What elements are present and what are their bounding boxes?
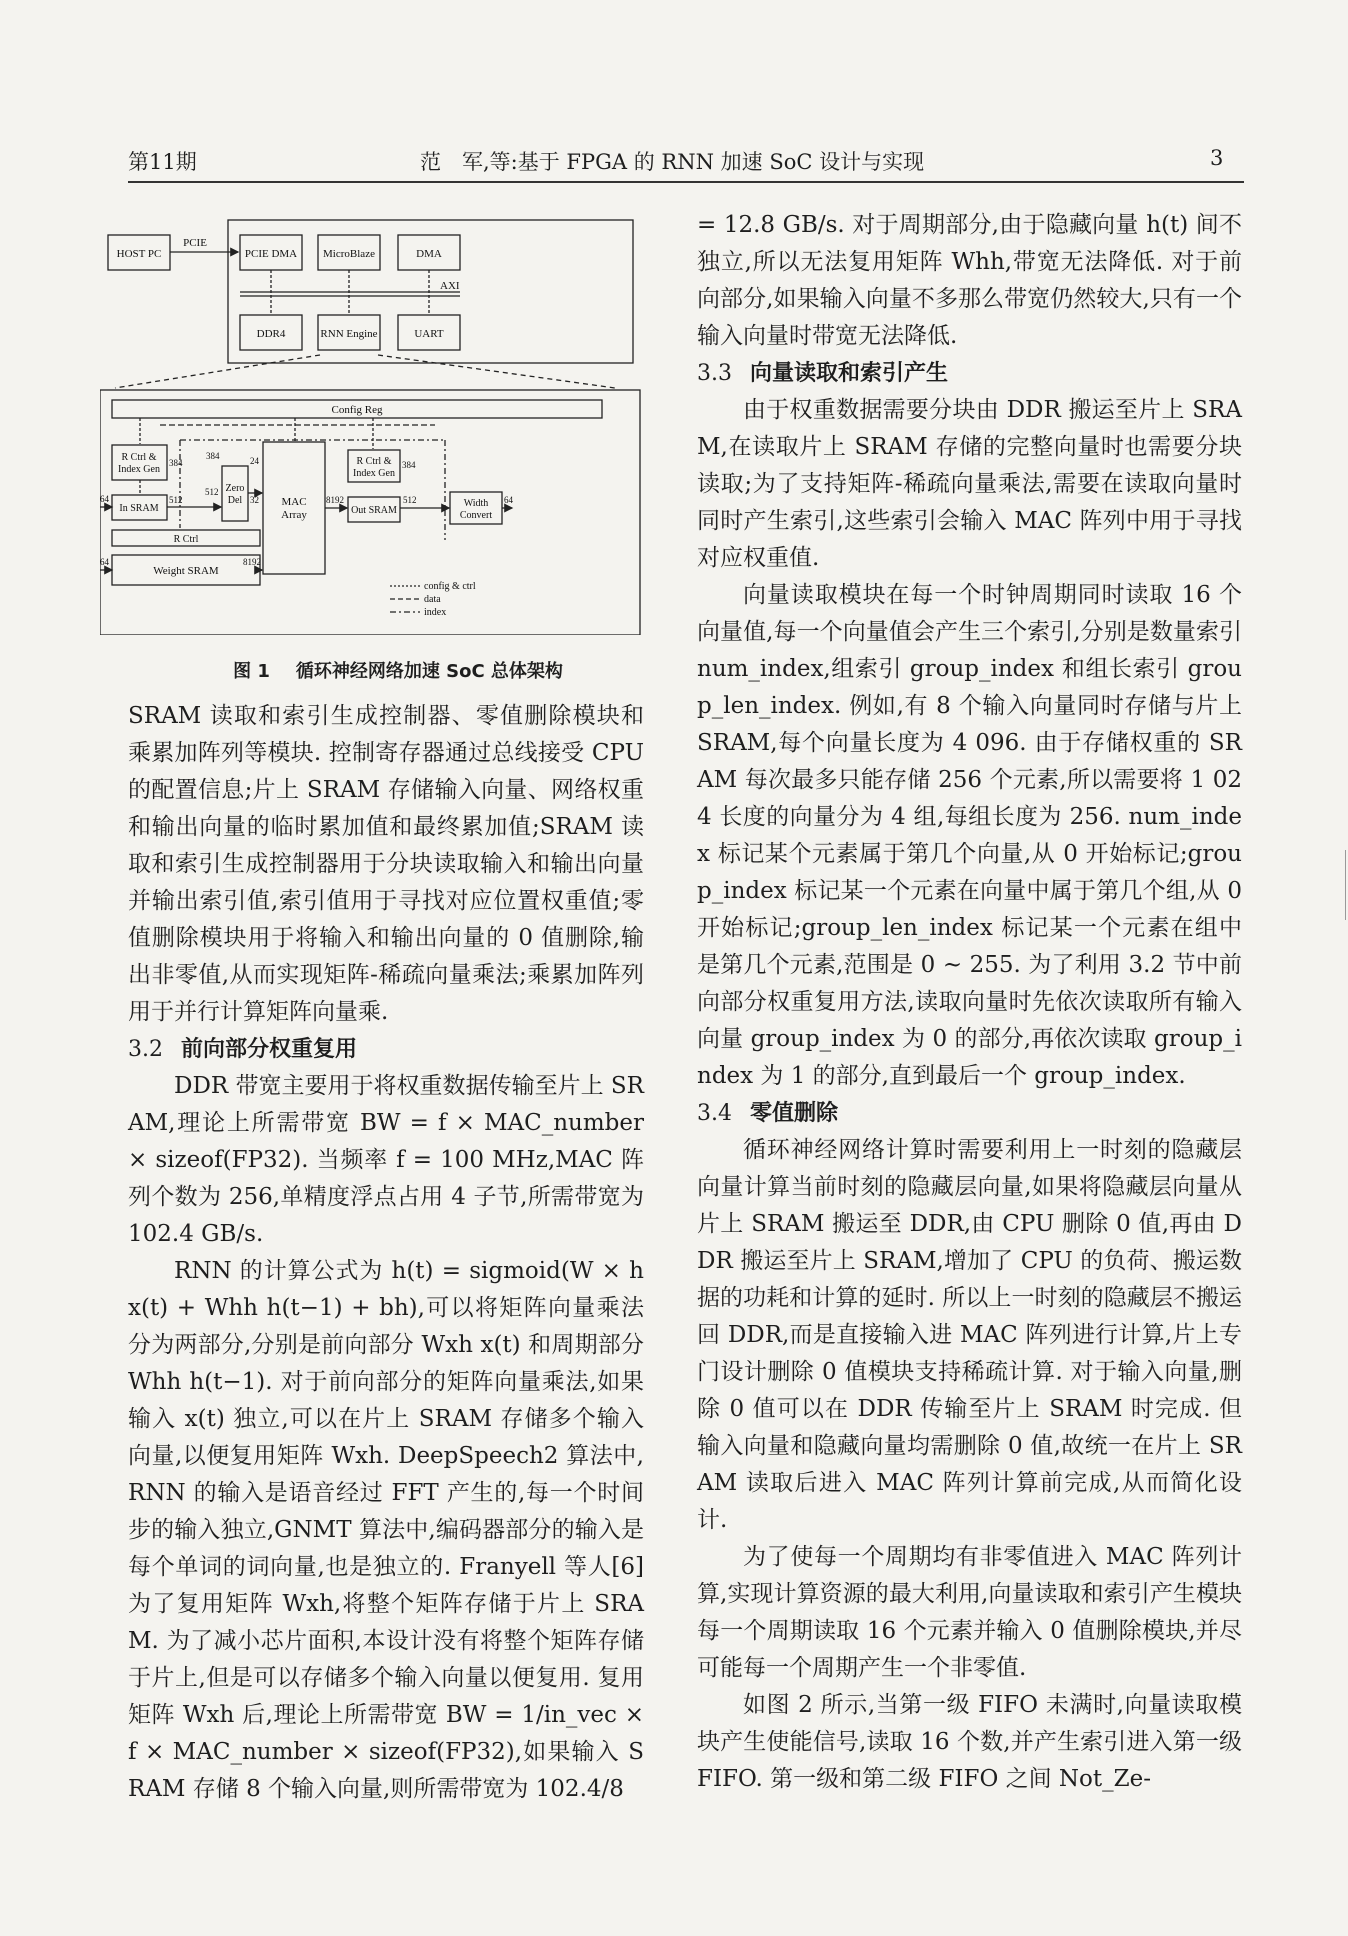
bus-width-512b: 512 bbox=[205, 487, 219, 497]
bus-width-24: 24 bbox=[250, 456, 259, 466]
width-convert-label-1: Width bbox=[463, 498, 489, 509]
body-paragraph: 向量读取模块在每一个时钟周期同时读取 16 个向量值,每一个向量值会产生三个索引,分别是数量索引 num_index,组索引 group_index 和组长索引 group_len_index. 例如,有 8 个输入向量同时存储与片上 SRAM,每个向量长度为 4 096. 由于存储权重的 SRAM 每次最多只能存储 256 个元素,所以需要将 1 024 长度的向量分为 4 组,每组长度为 256. num_index 标记某个元素属于第几个向量,从 0 开始标记;group_index 标记某一个元素在向量中属于第几个组,从 0 开始标记;group_len_index 标记某一个元素在组中是第几个元素,范围是 0 ~ 255. 为了利用 3.2 节中前向部分权重复用方法,读取向量时先依次读取所有输入向量 group_index 为 0 的部分,再依次读取 group_index 为 1 的部分,直到最后一个 group_index. bbox=[697, 582, 1242, 1089]
rnn-engine-label: RNN Engine bbox=[320, 328, 378, 340]
zero-del-label-2: Del bbox=[227, 495, 243, 506]
ddr4-label: DDR4 bbox=[256, 328, 286, 340]
body-paragraph: 循环神经网络计算时需要利用上一时刻的隐藏层向量计算当前时刻的隐藏层向量,如果将隐藏层向量从片上 SRAM 搬运至 DDR,由 CPU 删除 0 值,再由 DDR 搬运至片上 SRAM,增加了 CPU 的负荷、搬运数据的功耗和计算的延时. 所以上一时刻的隐藏层不搬运回 DDR,而是直接输入进 MAC 阵列进行计算,片上专门设计删除 0 值模块支持稀疏计算. 对于输入向量,删除 0 值可以在 DDR 传输至片上 SRAM 时完成. 但输入向量和隐藏向量均需删除 0 值,故统一在片上 SRAM 读取后进入 MAC 阵列计算前完成,从而简化设计. bbox=[697, 1137, 1242, 1533]
mac-array-label-1: MAC bbox=[281, 496, 307, 508]
running-title: 范 军,等:基于 FPGA 的 RNN 加速 SoC 设计与实现 bbox=[420, 150, 925, 174]
host-pc-label: HOST PC bbox=[116, 248, 162, 260]
mac-array-label-2: Array bbox=[281, 509, 307, 521]
rctrl-label-2: Index Gen bbox=[118, 464, 160, 475]
bus-width-384b: 384 bbox=[206, 451, 220, 461]
left-column bbox=[128, 698, 644, 1808]
bus-width-8192b: 8192 bbox=[243, 557, 261, 567]
bus-width-64c: 64 bbox=[504, 495, 513, 505]
page-edge-mark bbox=[1345, 850, 1346, 920]
bus-width-32: 32 bbox=[250, 495, 259, 505]
header-rule bbox=[128, 181, 1244, 183]
body-paragraph: SRAM 读取和索引生成控制器、零值删除模块和乘累加阵列等模块. 控制寄存器通过总线接受 CPU 的配置信息;片上 SRAM 存储输入向量、网络权重和输出向量的临时累加值和最终累加值;SRAM 读取和索引生成控制器用于分块读取输入和输出向量并输出索引值,索引值用于寻找对应位置权重值;零值删除模块用于将输入和输出向量的 0 值删除,输出非零值,从而实现矩阵-稀疏向量乘法;乘累加阵列用于并行计算矩阵向量乘. bbox=[128, 703, 644, 1025]
section-title: 向量读取和索引产生 bbox=[750, 360, 949, 386]
rctrl-label-1: R Ctrl & bbox=[121, 452, 157, 463]
in-sram-label: In SRAM bbox=[119, 503, 159, 514]
weight-sram-label: Weight SRAM bbox=[153, 565, 219, 577]
bus-width-384c: 384 bbox=[402, 460, 416, 470]
pcie-label: PCIE bbox=[183, 237, 207, 249]
section-heading bbox=[697, 355, 1242, 392]
figure-caption-text: 循环神经网络加速 SoC 总体架构 bbox=[295, 661, 563, 682]
bus-width-512a: 512 bbox=[169, 495, 183, 505]
axi-label: AXI bbox=[440, 280, 460, 292]
dma-label: DMA bbox=[416, 248, 442, 260]
pcie-dma-label: PCIE DMA bbox=[244, 248, 298, 260]
rctrl2-label-1: R Ctrl & bbox=[356, 456, 392, 467]
section-number: 3.2 bbox=[128, 1037, 163, 1062]
r-ctrl-label: R Ctrl bbox=[173, 534, 199, 545]
mac-array-box bbox=[263, 442, 325, 574]
bus-width-384a: 384 bbox=[169, 458, 183, 468]
bus-width-64b: 64 bbox=[100, 557, 109, 567]
body-paragraph: 为了使每一个周期均有非零值进入 MAC 阵列计算,实现计算资源的最大利用,向量读取和索引产生模块每一个周期读取 16 个元素并输入 0 值删除模块,并尽可能每一个周期产生一个非零值. bbox=[697, 1544, 1242, 1681]
page-number: 3 bbox=[1210, 146, 1224, 170]
uart-label: UART bbox=[414, 328, 444, 340]
out-sram-label: Out SRAM bbox=[351, 505, 397, 516]
bus-width-64a: 64 bbox=[100, 494, 109, 504]
body-paragraph: DDR 带宽主要用于将权重数据传输至片上 SRAM,理论上所需带宽 BW = f × MAC_number × sizeof(FP32). 当频率 f = 100 MHz,MAC 阵列个数为 256,单精度浮点占用 4 子节,所需带宽为 102.4 GB/s. bbox=[128, 1073, 644, 1247]
section-heading bbox=[128, 1031, 644, 1068]
body-paragraph: 如图 2 所示,当第一级 FIFO 未满时,向量读取模块产生使能信号,读取 16 个数,并产生索引进入第一级 FIFO. 第一级和第二级 FIFO 之间 Not_Ze- bbox=[697, 1692, 1242, 1792]
section-heading bbox=[697, 1095, 1242, 1132]
body-paragraph: 由于权重数据需要分块由 DDR 搬运至片上 SRAM,在读取片上 SRAM 存储的完整向量时也需要分块读取;为了支持矩阵-稀疏向量乘法,需要在读取向量时同时产生索引,这些索引会输入 MAC 阵列中用于寻找对应权重值. bbox=[697, 397, 1242, 571]
legend-index: index bbox=[424, 607, 447, 618]
body-paragraph: RNN 的计算公式为 h(t) = sigmoid(W × h x(t) + Whh h(t−1) + bh),可以将矩阵向量乘法分为两部分,分别是前向部分 Wxh x(t) 和周期部分 Whh h(t−1). 对于前向部分的矩阵向量乘法,如果输入 x(t) 独立,可以在片上 SRAM 存储多个输入向量,以便复用矩阵 Wxh. DeepSpeech2 算法中,RNN 的输入是语音经过 FFT 产生的,每一个时间步的输入独立,GNMT 算法中,编码器部分的输入是每个单词的词向量,也是独立的. Franyell 等人[6]为了复用矩阵 Wxh,将整个矩阵存储于片上 SRAM. 为了减小芯片面积,本设计没有将整个矩阵存储于片上,但是可以存储多个输入向量以便复用. 复用矩阵 Wxh 后,理论上所需带宽 BW = 1/in_vec × f × MAC_number × sizeof(FP32),如果输入 SRAM 存储 8 个输入向量,则所需带宽为 102.4/8 bbox=[128, 1258, 644, 1802]
zero-del-label-1: Zero bbox=[225, 483, 245, 494]
section-title: 前向部分权重复用 bbox=[181, 1036, 358, 1062]
body-paragraph: = 12.8 GB/s. 对于周期部分,由于隐藏向量 h(t) 间不独立,所以无法复用矩阵 Whh,带宽无法降低. 对于前向部分,如果输入向量不多那么带宽仍然较大,只有一个输入向量时带宽无法降低. bbox=[697, 212, 1242, 349]
figure-number: 图 1 bbox=[233, 661, 270, 682]
legend-config-ctrl: config & ctrl bbox=[424, 581, 476, 592]
bus-width-8192a: 8192 bbox=[326, 495, 344, 505]
bus-width-512c: 512 bbox=[403, 495, 417, 505]
section-number: 3.3 bbox=[697, 361, 732, 386]
width-convert-label-2: Convert bbox=[459, 510, 493, 521]
section-number: 3.4 bbox=[697, 1101, 732, 1126]
section-title: 零值删除 bbox=[750, 1100, 839, 1126]
microblaze-label: MicroBlaze bbox=[323, 248, 375, 260]
figure-1-diagram bbox=[100, 210, 660, 635]
config-reg-label: Config Reg bbox=[331, 404, 383, 416]
figure-caption bbox=[128, 657, 668, 683]
right-column bbox=[697, 207, 1242, 1798]
journal-issue: 第11期 bbox=[128, 150, 197, 174]
legend-data: data bbox=[424, 594, 441, 605]
rctrl2-label-2: Index Gen bbox=[353, 468, 395, 479]
